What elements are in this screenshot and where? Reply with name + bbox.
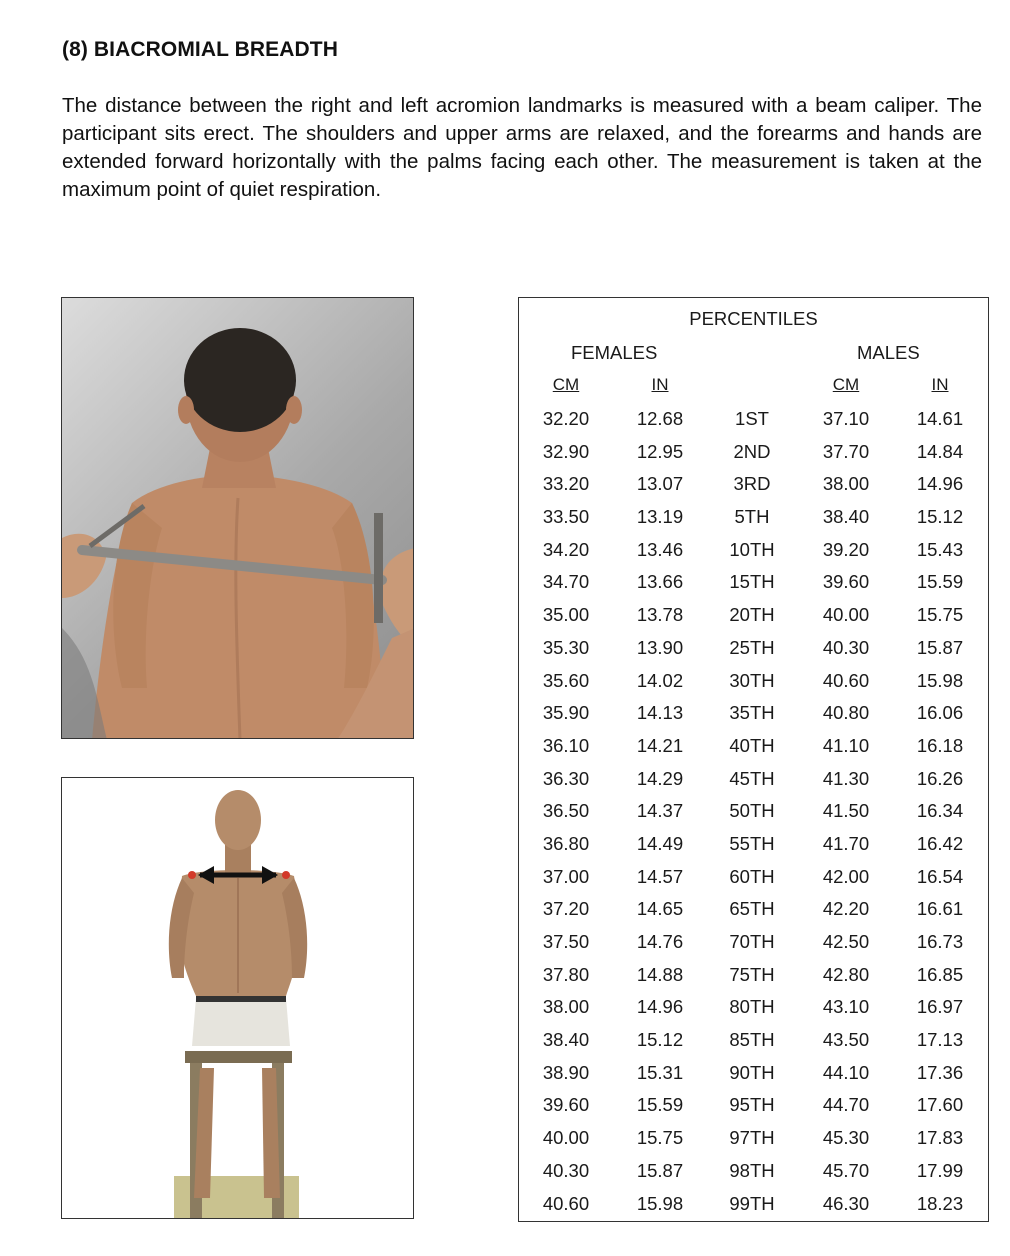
male-in-cell: 15.43 — [916, 538, 964, 560]
female-cm-cell: 33.20 — [542, 473, 590, 495]
female-cm-cell: 39.60 — [542, 1094, 590, 1116]
female-cm-cell: 37.00 — [542, 865, 590, 887]
percentile-cell: 5TH — [734, 506, 770, 528]
table-title: PERCENTILES — [689, 308, 818, 329]
male-cm-cell: 41.50 — [822, 800, 870, 822]
female-in-cell: 15.98 — [636, 1192, 684, 1214]
male-in-cell: 16.18 — [916, 734, 964, 756]
male-in-cell: 16.97 — [916, 996, 964, 1018]
percentile-cell: 90TH — [729, 1061, 775, 1083]
female-cm-cell: 32.90 — [542, 440, 590, 462]
right-acromion-landmark — [282, 871, 290, 879]
percentile-table — [518, 297, 989, 1222]
table-row — [519, 896, 988, 929]
table-row — [519, 929, 988, 962]
male-cm-cell: 40.60 — [822, 669, 870, 691]
female-in-cell: 13.07 — [636, 473, 684, 495]
female-cm-cell: 36.30 — [542, 767, 590, 789]
table-row — [519, 504, 988, 537]
table-row — [519, 994, 988, 1027]
percentile-cell: 75TH — [729, 963, 775, 985]
table-row — [519, 1060, 988, 1093]
percentile-cell: 98TH — [729, 1159, 775, 1181]
table-row — [519, 1191, 988, 1224]
male-in-cell: 17.36 — [916, 1061, 964, 1083]
section-heading: (8) BIACROMIAL BREADTH — [62, 38, 338, 61]
male-cm-cell: 42.80 — [822, 963, 870, 985]
percentile-cell: 65TH — [729, 898, 775, 920]
female-in-cell: 15.59 — [636, 1094, 684, 1116]
male-cm-cell: 40.30 — [822, 636, 870, 658]
percentile-cell: 50TH — [729, 800, 775, 822]
male-cm-cell: 44.70 — [822, 1094, 870, 1116]
percentile-cell: 35TH — [729, 702, 775, 724]
male-in-header: IN — [931, 375, 949, 394]
table-row — [519, 1125, 988, 1158]
table-row — [519, 962, 988, 995]
table-row — [519, 471, 988, 504]
male-cm-cell: 44.10 — [822, 1061, 870, 1083]
female-in-cell: 13.90 — [636, 636, 684, 658]
female-in-cell: 12.68 — [636, 408, 684, 429]
table-row — [519, 602, 988, 635]
seated-model-illustration — [61, 777, 414, 1219]
table-row — [519, 668, 988, 701]
female-cm-cell: 35.60 — [542, 669, 590, 691]
female-cm-cell: 37.20 — [542, 898, 590, 920]
male-in-cell: 14.61 — [916, 408, 964, 429]
male-in-cell: 16.85 — [916, 963, 964, 985]
male-in-cell: 16.73 — [916, 931, 964, 952]
percentile-cell: 70TH — [729, 931, 775, 952]
female-in-cell: 14.21 — [636, 734, 684, 756]
female-in-cell: 14.88 — [636, 963, 684, 985]
male-cm-cell: 41.70 — [822, 832, 870, 854]
female-cm-cell: 38.40 — [542, 1029, 590, 1051]
female-in-cell: 14.57 — [636, 865, 684, 887]
female-in-cell: 15.75 — [636, 1127, 684, 1149]
male-in-cell: 15.98 — [916, 669, 964, 691]
male-cm-cell: 40.00 — [822, 604, 870, 626]
table-row — [519, 766, 988, 799]
male-in-cell: 16.34 — [916, 800, 964, 822]
female-cm-cell: 34.20 — [542, 538, 590, 560]
male-cm-cell: 43.10 — [822, 996, 870, 1018]
percentile-cell: 99TH — [729, 1192, 775, 1214]
table-row — [519, 700, 988, 733]
female-in-cell: 14.76 — [636, 931, 684, 952]
percentile-cell: 20TH — [729, 604, 775, 626]
males-group-label: MALES — [857, 342, 920, 363]
female-cm-cell: 33.50 — [542, 506, 590, 528]
female-cm-cell: 38.90 — [542, 1061, 590, 1083]
percentile-cell: 45TH — [729, 767, 775, 789]
caliper-measurement-photo — [61, 297, 414, 739]
male-cm-cell: 42.00 — [822, 865, 870, 887]
female-in-cell: 13.19 — [636, 506, 684, 528]
male-cm-cell: 45.30 — [822, 1127, 870, 1149]
percentile-cell: 2ND — [733, 440, 771, 462]
percentile-cell: 30TH — [729, 669, 775, 691]
female-in-cell: 14.96 — [636, 996, 684, 1018]
male-in-cell: 16.26 — [916, 767, 964, 789]
table-row — [519, 1027, 988, 1060]
percentile-cell: 3RD — [733, 473, 771, 495]
male-cm-cell: 41.30 — [822, 767, 870, 789]
male-in-cell: 14.96 — [916, 473, 964, 495]
male-in-cell: 15.12 — [916, 506, 964, 528]
percentile-cell: 40TH — [729, 734, 775, 756]
female-in-cell: 14.49 — [636, 832, 684, 854]
percentile-cell: 25TH — [729, 636, 775, 658]
male-in-cell: 17.83 — [916, 1127, 964, 1149]
female-cm-cell: 36.50 — [542, 800, 590, 822]
male-in-cell: 16.54 — [916, 865, 964, 887]
female-cm-cell: 34.70 — [542, 571, 590, 593]
female-in-header: IN — [651, 375, 669, 394]
male-cm-cell: 38.00 — [822, 473, 870, 495]
female-cm-cell: 35.90 — [542, 702, 590, 724]
model-illustration — [62, 778, 414, 1219]
male-in-cell: 15.75 — [916, 604, 964, 626]
female-in-cell: 14.02 — [636, 669, 684, 691]
female-in-cell: 13.46 — [636, 538, 684, 560]
female-cm-cell: 36.10 — [542, 734, 590, 756]
male-in-cell: 15.87 — [916, 636, 964, 658]
table-row — [519, 569, 988, 602]
male-in-cell: 18.23 — [916, 1192, 964, 1214]
percentile-cell: 80TH — [729, 996, 775, 1018]
male-cm-cell: 39.60 — [822, 571, 870, 593]
male-in-cell: 14.84 — [916, 440, 964, 462]
female-cm-cell: 38.00 — [542, 996, 590, 1018]
percentile-cell: 95TH — [729, 1094, 775, 1116]
table-row — [519, 635, 988, 668]
male-in-cell: 15.59 — [916, 571, 964, 593]
female-in-cell: 15.87 — [636, 1159, 684, 1181]
male-cm-cell: 40.80 — [822, 702, 870, 724]
photo-illustration — [62, 298, 414, 739]
percentile-cell: 55TH — [729, 832, 775, 854]
table-row — [519, 1092, 988, 1125]
percentile-cell: 15TH — [729, 571, 775, 593]
male-cm-cell: 37.10 — [822, 408, 870, 429]
table-row — [519, 798, 988, 831]
female-in-cell: 13.66 — [636, 571, 684, 593]
female-cm-cell: 37.50 — [542, 931, 590, 952]
table-row — [519, 1158, 988, 1191]
left-acromion-landmark — [188, 871, 196, 879]
male-in-cell: 16.61 — [916, 898, 964, 920]
female-cm-cell: 32.20 — [542, 408, 590, 429]
table-row — [519, 439, 988, 472]
table-row — [519, 406, 988, 439]
percentile-rows — [519, 406, 988, 1223]
male-cm-cell: 37.70 — [822, 440, 870, 462]
male-cm-cell: 38.40 — [822, 506, 870, 528]
female-in-cell: 15.31 — [636, 1061, 684, 1083]
female-in-cell: 14.13 — [636, 702, 684, 724]
females-group-label: FEMALES — [571, 342, 658, 363]
female-cm-cell: 35.00 — [542, 604, 590, 626]
male-cm-cell: 43.50 — [822, 1029, 870, 1051]
female-in-cell: 12.95 — [636, 440, 684, 462]
female-in-cell: 15.12 — [636, 1029, 684, 1051]
female-in-cell: 14.65 — [636, 898, 684, 920]
percentile-cell: 1ST — [735, 408, 769, 429]
table-row — [519, 537, 988, 570]
male-cm-cell: 42.20 — [822, 898, 870, 920]
male-in-cell: 17.13 — [916, 1029, 964, 1051]
male-in-cell: 16.06 — [916, 702, 964, 724]
female-cm-cell: 35.30 — [542, 636, 590, 658]
female-cm-cell: 40.60 — [542, 1192, 590, 1214]
female-cm-cell: 40.00 — [542, 1127, 590, 1149]
female-in-cell: 14.29 — [636, 767, 684, 789]
percentile-cell: 10TH — [729, 538, 775, 560]
measurement-description: The distance between the right and left acromion landmarks is measured with a beam caliper. The participant sits erect. The shoulders and upper arms are relaxed, and the forearms and hands are extended forward horizontally with the palms facing each other. The measurement is taken at the maximum point of quiet respiration. — [62, 94, 982, 201]
female-cm-header: CM — [552, 375, 580, 394]
male-cm-header: CM — [832, 375, 860, 394]
male-cm-cell: 45.70 — [822, 1159, 870, 1181]
male-cm-cell: 39.20 — [822, 538, 870, 560]
male-in-cell: 16.42 — [916, 832, 964, 854]
table-row — [519, 733, 988, 766]
table-row — [519, 831, 988, 864]
table-row — [519, 864, 988, 897]
female-in-cell: 13.78 — [636, 604, 684, 626]
male-cm-cell: 41.10 — [822, 734, 870, 756]
female-cm-cell: 37.80 — [542, 963, 590, 985]
male-in-cell: 17.99 — [916, 1159, 964, 1181]
percentile-cell: 97TH — [729, 1127, 775, 1149]
female-cm-cell: 36.80 — [542, 832, 590, 854]
male-in-cell: 17.60 — [916, 1094, 964, 1116]
female-in-cell: 14.37 — [636, 800, 684, 822]
percentile-cell: 85TH — [729, 1029, 775, 1051]
male-cm-cell: 42.50 — [822, 931, 870, 952]
male-cm-cell: 46.30 — [822, 1192, 870, 1214]
percentile-cell: 60TH — [729, 865, 775, 887]
female-cm-cell: 40.30 — [542, 1159, 590, 1181]
